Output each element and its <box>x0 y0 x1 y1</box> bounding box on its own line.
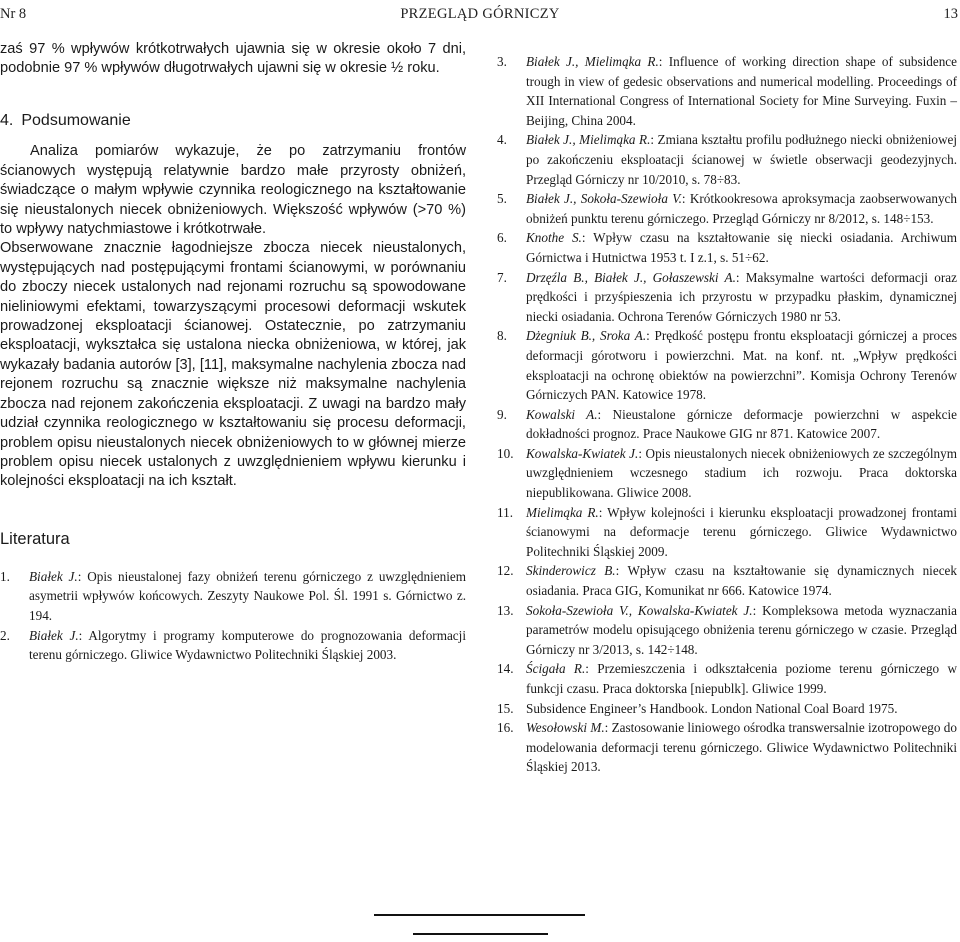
page-header <box>0 6 960 22</box>
reference-author: Wesołowski M. <box>526 720 605 736</box>
reference-number: 13. <box>497 602 514 618</box>
reference-body: : Zmiana kształtu profilu podłużnego niecki obniżeniowej po zakończeniu eksploatacji ścianowej w świetle obserwacji geodezyjnych. Przegląd Górniczy nr 10/2010, s. 78÷83. <box>526 132 957 187</box>
section-title: Podsumowanie <box>21 112 131 130</box>
reference-number: 8. <box>497 328 507 344</box>
reference-author: Mielimąka R. <box>526 504 599 520</box>
reference-text <box>526 444 957 503</box>
reference-author: Ścigała R. <box>526 661 586 677</box>
reference-number: 9. <box>497 406 507 422</box>
reference-item <box>0 626 466 665</box>
reference-item <box>497 718 957 777</box>
reference-author: Białek J. <box>29 568 78 584</box>
reference-body: : Krótkookresowa aproksymacja zaobserwowanych obniżeń punktu terenu górniczego. Przegląd Górniczy nr 8/2012, s. 148÷153. <box>526 191 957 226</box>
reference-text <box>526 52 957 130</box>
reference-body: Subsidence Engineer’s Handbook. London National Coal Board 1975. <box>526 700 898 716</box>
reference-author: Białek J. <box>29 627 79 643</box>
reference-body: : Algorytmy i programy komputerowe do prognozowania deformacji terenu górniczego. Gliwice Wydawnictwo Politechniki Śląskiej 2003. <box>29 627 466 663</box>
reference-item <box>497 699 957 719</box>
reference-author: Kowalski A. <box>526 406 598 422</box>
references-right <box>497 52 957 777</box>
section-number: 4. <box>0 112 14 130</box>
reference-item <box>497 601 957 660</box>
reference-number: 11. <box>497 504 513 520</box>
reference-number: 16. <box>497 720 514 736</box>
literature-heading: Literatura <box>0 529 70 548</box>
reference-number: 3. <box>497 54 507 69</box>
reference-body: : Zastosowanie liniowego ośrodka transwersalnie izotropowego do modelowania deformacji terenu górniczego. Gliwice Wydawnictwo Politechniki Śląskiej 2013. <box>526 720 957 775</box>
intro-paragraph: zaś 97 % wpływów krótkotrwałych ujawnia się w okresie około 7 dni, podobnie 97 % wpływów długotrwałych ujawni się w okresie ½ roku. <box>0 41 466 77</box>
reference-text <box>526 405 957 444</box>
reference-body: : Wpływ czasu na kształtowanie się niecki osiadania. Archiwum Górnictwa i Hutnictwa 1953 t. I z.1, s. 51÷62. <box>526 230 957 265</box>
reference-text <box>29 626 466 665</box>
reference-item <box>497 503 957 562</box>
reference-item <box>497 405 957 444</box>
summary-paragraph-b: Obserwowane znacznie łagodniejsze zbocza niecek nieustalonych, występujących nad postępującymi frontami ścianowymi, w porównaniu do zboczy niecek ustalonych nad rejonami rozruchu są spowodowane nieliniowymi efektami, towarzyszącymi procesowi deformacji wskutek prowadzonej eksploatacji ścianowej. Ostatecznie, po zatrzymaniu eksploatacji, wykształca się ustalona niecka obniżeniowa, w której, jak wykazały badania autorów [3], [11], maksymalne nachylenia zbocza nad rejonem rozruchu są znacznie większe niż maksymalne nachylenia zbocza nad rejonem zakończenia eksploatacji. Z uwagi na bardzo mały udział czynnika reologicznego w kształtowaniu się procesu deformacji, problem opisu nieustalonych niecek obniżeniowych to w głównej mierze problem opisu niecek ustalonych z uwzględnieniem wpływu kierunku i kolejności eksploatacji na ich kształt. <box>0 240 466 490</box>
footer-rule-top <box>374 914 585 916</box>
reference-author: Białek J., Mielimąka R. <box>526 54 659 69</box>
reference-item <box>497 228 957 267</box>
reference-body: : Kompleksowa metoda wyznaczania parametrów modelu opisującego obniżenia terenu górniczego w czasie. Przegląd Górniczy nr 3/2013, s. 142÷148. <box>526 602 957 657</box>
reference-text <box>526 326 957 404</box>
reference-body: : Nieustalone górnicze deformacje powierzchni w aspekcie dokładności prognoz. Prace Naukowe GIG nr 871. Katowice 2007. <box>526 406 957 442</box>
reference-item <box>497 130 957 189</box>
reference-number: 14. <box>497 661 514 677</box>
journal-title: PRZEGLĄD GÓRNICZY <box>400 6 560 22</box>
reference-body: : Wpływ kolejności i kierunku eksploatacji prowadzonej frontami ścianowymi na deformacje terenu górniczego. Gliwice Wydawnictwo Politechniki Śląskiej 2009. <box>526 504 957 559</box>
reference-number: 6. <box>497 230 507 246</box>
section-heading <box>0 112 466 130</box>
right-column <box>497 52 957 777</box>
reference-author: Białek J., Mielimąka R. <box>526 132 651 148</box>
left-column <box>0 40 466 665</box>
reference-number: 15. <box>497 700 514 716</box>
reference-body: : Prędkość postępu frontu eksploatacji górniczej a proces deformacji górotworu i powierzchni. Mat. na konf. nt. „Wpływ prędkości eksploatacji na ochronę obiektów na powierzchni”. Komisja Ochrony Terenów Górniczych PAN. Katowice 1978. <box>526 328 957 403</box>
reference-body: : Opis nieustalonych niecek obniżeniowych ze szczególnym uwzględnieniem wczesnego stadium ich rozwoju. Praca doktorska niepublikowana. Gliwice 2008. <box>526 445 957 501</box>
reference-text <box>526 503 957 562</box>
reference-text <box>526 189 957 228</box>
reference-item <box>497 444 957 503</box>
reference-item <box>497 561 957 600</box>
reference-item <box>497 189 957 228</box>
reference-item <box>497 268 957 327</box>
reference-body: : Maksymalne wartości deformacji oraz prędkości i przyśpieszenia ich przyrostu w przypadku płaskim, dynamicznej niecki osiadania. Ochrona Terenów Górniczych 1980 nr 53. <box>526 269 957 324</box>
reference-text <box>526 228 957 267</box>
reference-text <box>526 699 957 719</box>
reference-text <box>526 268 957 327</box>
footer-rule-bottom <box>413 933 548 935</box>
reference-text <box>526 659 957 698</box>
reference-author: Białek J., Sokoła-Szewioła V. <box>526 191 682 207</box>
reference-text <box>29 567 466 626</box>
issue-number: Nr 8 <box>0 6 27 22</box>
reference-text <box>526 130 957 189</box>
reference-author: Sokoła-Szewioła V., Kowalska-Kwiatek J. <box>526 602 753 618</box>
reference-body: : Opis nieustalonej fazy obniżeń terenu górniczego z uwzględnieniem asymetrii wpływów końcowych. Zeszyty Naukowe Pol. Śl. 1991 s. Górnictwo z. 194. <box>29 568 466 623</box>
reference-author: Dżegniuk B., Sroka A. <box>526 328 647 344</box>
reference-author: Knothe S. <box>526 230 582 246</box>
reference-number: 2. <box>0 627 10 643</box>
reference-text <box>526 561 957 600</box>
reference-body: : Przemieszczenia i odkształcenia poziome terenu górniczego w funkcji czasu. Praca doktorska [niepublk]. Gliwice 1999. <box>526 661 957 696</box>
reference-item <box>497 52 957 130</box>
reference-item <box>0 567 466 626</box>
reference-item <box>497 326 957 404</box>
reference-number: 12. <box>497 563 514 579</box>
reference-number: 7. <box>497 269 507 285</box>
reference-number: 4. <box>497 132 507 148</box>
reference-body: : Wpływ czasu na kształtowanie się dynamicznych niecek osiadania. Praca GIG, Komunikat nr 666. Katowice 1974. <box>526 563 957 599</box>
reference-body: : Influence of working direction shape of subsidence trough in view of gedesic observations and numerical modelling. Proceedings of XII International Congress of International Society for Mine Surveying. Fuxin – Beijing, China 2004. <box>526 54 957 128</box>
page-number: 13 <box>943 6 958 22</box>
reference-author: Drzęźla B., Białek J., Gołaszewski A. <box>526 269 736 285</box>
reference-item <box>497 659 957 698</box>
reference-number: 10. <box>497 445 514 461</box>
reference-text <box>526 601 957 660</box>
summary-paragraph-a: Analiza pomiarów wykazuje, że po zatrzymaniu frontów ścianowych występują relatywnie bardzo małe przyrosty obniżeń, świadczące o małym wpływie czynnika reologicznego na kształtowanie się nieustalonych niecek obniżeniowych. Większość wpływów (>70 %) to wpływy natychmiastowe i krótkotrwałe. <box>0 143 466 238</box>
reference-number: 1. <box>0 568 10 584</box>
reference-text <box>526 718 957 777</box>
references-left <box>0 567 466 665</box>
reference-author: Kowalska-Kwiatek J. <box>526 445 639 461</box>
reference-number: 5. <box>497 191 507 207</box>
reference-author: Skinderowicz B. <box>526 563 616 579</box>
